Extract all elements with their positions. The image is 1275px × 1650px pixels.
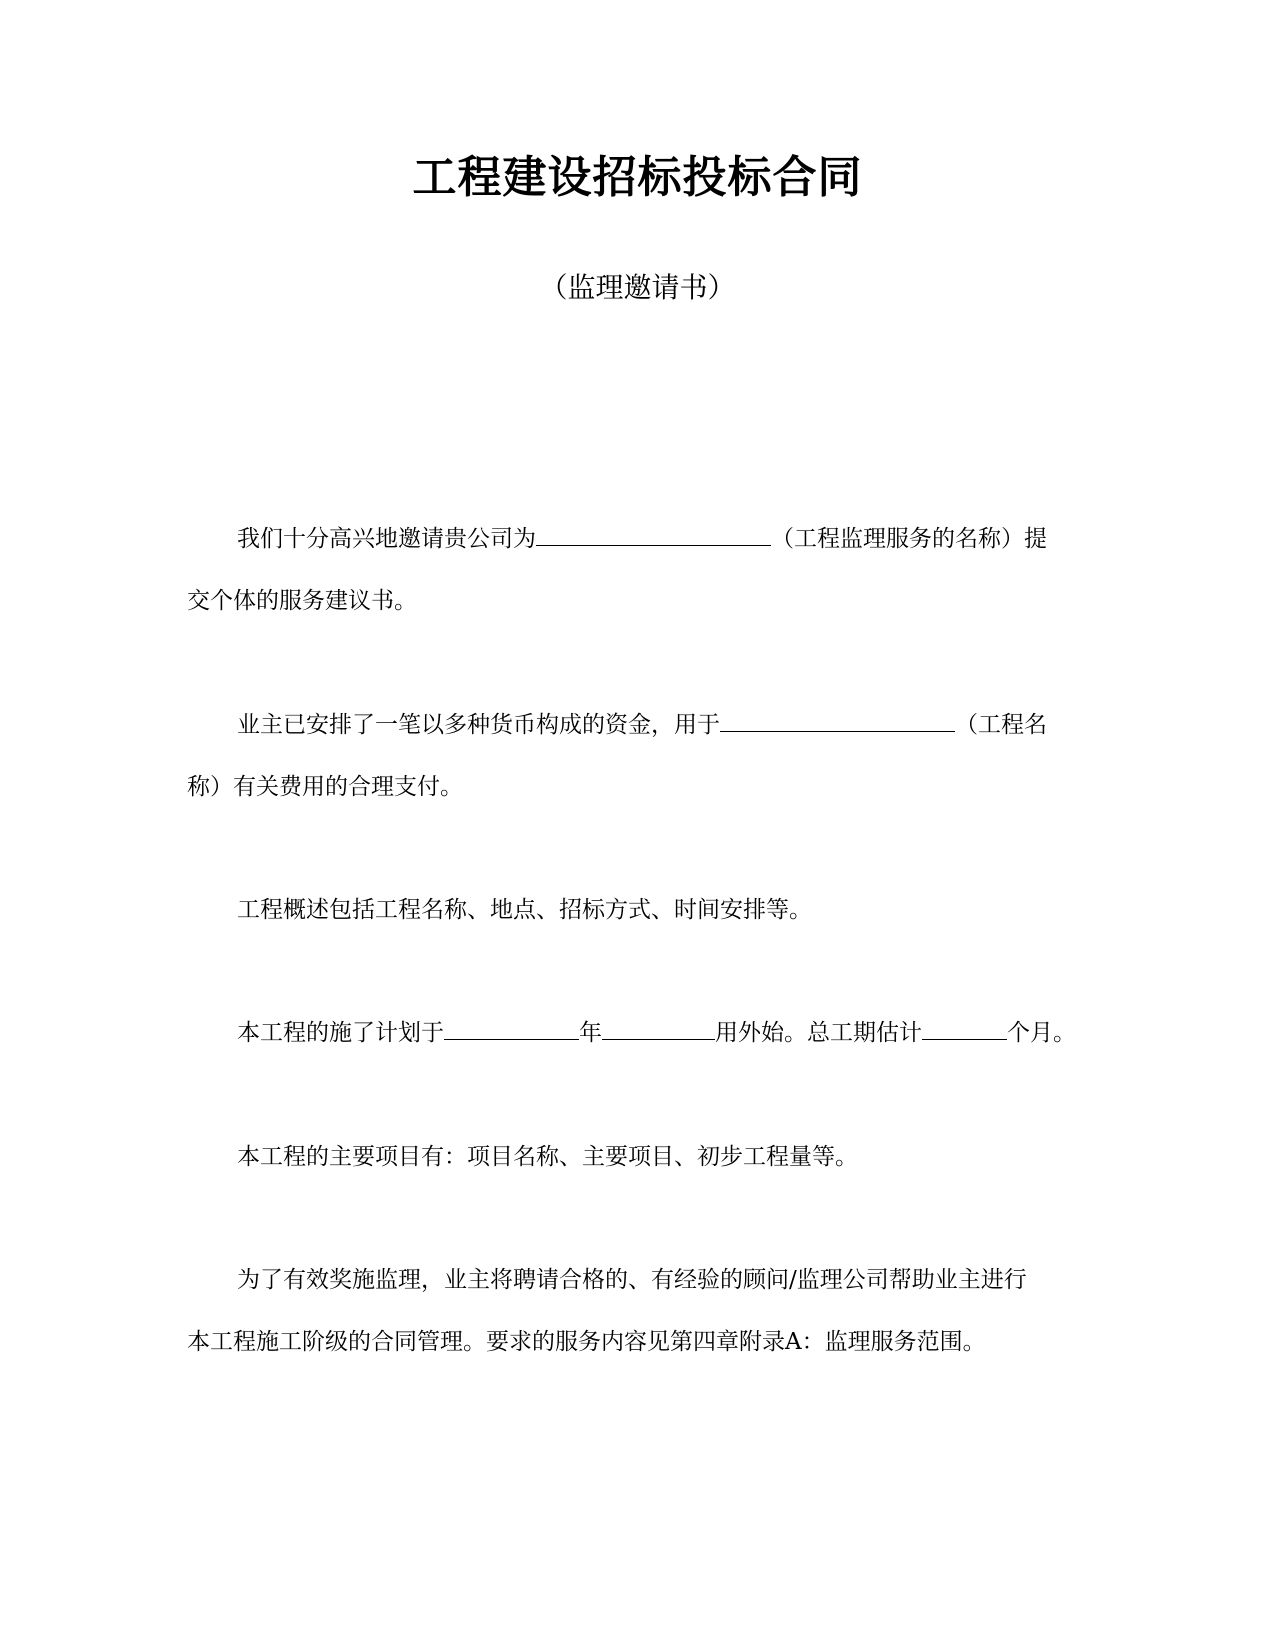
text: 个月。: [1007, 1020, 1076, 1046]
paragraph-invitation: [187, 508, 1107, 632]
text: 本工程的施了计划于: [237, 1020, 444, 1046]
paragraph-overview: [187, 879, 1107, 941]
text: 我们十分高兴地邀请贵公司为: [237, 526, 536, 552]
paragraph-schedule: [187, 1002, 1187, 1064]
fill-in-blank: [536, 525, 771, 546]
text: 本工程施工阶级的合同管理。要求的服务内容见第四章附录A：监理服务范围。: [187, 1329, 986, 1355]
fill-in-blank: [922, 1019, 1007, 1040]
text: 工程概述包括工程名称、地点、招标方式、时间安排等。: [237, 897, 812, 923]
text: 用外始。总工期估计: [715, 1020, 922, 1046]
text: 称）有关费用的合理支付。: [187, 774, 463, 800]
fill-in-blank: [602, 1019, 715, 1040]
text: 为了有效奖施监理，业主将聘请合格的、有经验的顾问/监理公司帮助业主进行: [237, 1267, 1027, 1293]
document-subtitle: （监理邀请书）: [539, 271, 736, 304]
text: 本工程的主要项目有：项目名称、主要项目、初步工程量等。: [237, 1144, 858, 1170]
fill-in-blank: [720, 711, 955, 732]
text: 交个体的服务建议书。: [187, 588, 417, 614]
text: 年: [579, 1020, 602, 1046]
paragraph-supervision: [187, 1249, 1107, 1373]
paragraph-funding: [187, 694, 1107, 818]
document-title: 工程建设招标投标合同: [412, 152, 863, 203]
text: 业主已安排了一笔以多种货币构成的资金，用于: [237, 712, 720, 738]
paragraph-main-items: [187, 1126, 1107, 1188]
text: （工程监理服务的名称）提: [771, 526, 1047, 552]
fill-in-blank: [444, 1019, 579, 1040]
text: （工程名: [955, 712, 1047, 738]
